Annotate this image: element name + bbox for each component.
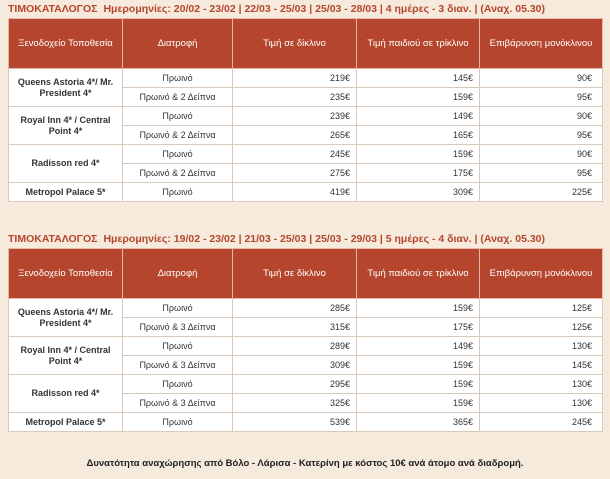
board-cell: Πρωινό & 2 Δείπνα: [123, 88, 233, 107]
price-table: [8, 248, 603, 432]
board-cell: Πρωινό & 2 Δείπνα: [123, 126, 233, 145]
hotel-name: Metropol Palace 5*: [9, 413, 123, 432]
table-header-row: [9, 249, 603, 299]
child-price: 159€: [357, 356, 480, 375]
hotel-name: Metropol Palace 5*: [9, 183, 123, 202]
double-price: 295€: [233, 375, 357, 394]
header-single: Επιβάρυνση μονόκλινου: [480, 19, 603, 69]
double-price: 235€: [233, 88, 357, 107]
child-price: 159€: [357, 88, 480, 107]
header-board: Διατροφή: [123, 19, 233, 69]
price-table: [8, 18, 603, 202]
single-supplement: 90€: [480, 145, 603, 164]
table-row: [9, 69, 603, 88]
child-price: 165€: [357, 126, 480, 145]
hotel-name: Radisson red 4*: [9, 375, 123, 413]
single-supplement: 95€: [480, 126, 603, 145]
child-price: 175€: [357, 164, 480, 183]
double-price: 239€: [233, 107, 357, 126]
child-price: 159€: [357, 145, 480, 164]
section-label: ΤΙΜΟΚΑΤΑΛΟΓΟΣ: [8, 3, 98, 15]
single-supplement: 125€: [480, 318, 603, 337]
child-price: 159€: [357, 299, 480, 318]
section-dates: Ημερομηνίες: 20/02 - 23/02 | 22/03 - 25/03 | 25/03 - 28/03 | 4 ημέρες - 3 διαν. | (Αναχ. 05.30): [103, 3, 546, 15]
single-supplement: 245€: [480, 413, 603, 432]
single-supplement: 125€: [480, 299, 603, 318]
header-board: Διατροφή: [123, 249, 233, 299]
single-supplement: 225€: [480, 183, 603, 202]
table-row: [9, 107, 603, 126]
header-hotel: Ξενοδοχείο Τοποθεσία: [9, 19, 123, 69]
board-cell: Πρωινό: [123, 69, 233, 88]
double-price: 285€: [233, 299, 357, 318]
section-label: ΤΙΜΟΚΑΤΑΛΟΓΟΣ: [8, 233, 98, 245]
single-supplement: 90€: [480, 107, 603, 126]
hotel-name: Royal Inn 4* / Central Point 4*: [9, 337, 123, 375]
board-cell: Πρωινό & 3 Δείπνα: [123, 394, 233, 413]
section-dates: Ημερομηνίες: 19/02 - 23/02 | 21/03 - 25/03 | 25/03 - 29/03 | 5 ημέρες - 4 διαν. | (Αναχ. 05.30): [103, 233, 546, 245]
double-price: 539€: [233, 413, 357, 432]
single-supplement: 130€: [480, 337, 603, 356]
board-cell: Πρωινό: [123, 375, 233, 394]
hotel-name: Queens Astoria 4*/ Mr. President 4*: [9, 299, 123, 337]
header-child: Τιμή παιδιού σε τρίκλινο: [357, 19, 480, 69]
table-row: [9, 375, 603, 394]
board-cell: Πρωινό & 3 Δείπνα: [123, 356, 233, 375]
child-price: 159€: [357, 375, 480, 394]
double-price: 219€: [233, 69, 357, 88]
single-supplement: 145€: [480, 356, 603, 375]
child-price: 159€: [357, 394, 480, 413]
single-supplement: 90€: [480, 69, 603, 88]
single-supplement: 95€: [480, 88, 603, 107]
header-double: Τιμή σε δίκλινο: [233, 249, 357, 299]
board-cell: Πρωινό: [123, 299, 233, 318]
hotel-name: Queens Astoria 4*/ Mr. President 4*: [9, 69, 123, 107]
single-supplement: 130€: [480, 394, 603, 413]
single-supplement: 95€: [480, 164, 603, 183]
table-row: [9, 337, 603, 356]
double-price: 289€: [233, 337, 357, 356]
double-price: 265€: [233, 126, 357, 145]
hotel-name: Royal Inn 4* / Central Point 4*: [9, 107, 123, 145]
departure-note: Δυνατότητα αναχώρησης από Βόλο - Λάρισα - Κατερίνη με κόστος 10€ ανά άτομο ανά διαδρομή.: [86, 458, 524, 469]
board-cell: Πρωινό: [123, 413, 233, 432]
board-cell: Πρωινό: [123, 145, 233, 164]
table-row: [9, 183, 603, 202]
price-section-4-days: [0, 0, 610, 202]
table-header-row: [9, 19, 603, 69]
double-price: 419€: [233, 183, 357, 202]
hotel-name: Radisson red 4*: [9, 145, 123, 183]
table-row: [9, 299, 603, 318]
child-price: 145€: [357, 69, 480, 88]
double-price: 275€: [233, 164, 357, 183]
child-price: 309€: [357, 183, 480, 202]
board-cell: Πρωινό: [123, 183, 233, 202]
header-double: Τιμή σε δίκλινο: [233, 19, 357, 69]
child-price: 149€: [357, 107, 480, 126]
child-price: 175€: [357, 318, 480, 337]
child-price: 365€: [357, 413, 480, 432]
price-section-5-days: [0, 230, 610, 432]
double-price: 309€: [233, 356, 357, 375]
section-heading: [0, 230, 610, 248]
header-hotel: Ξενοδοχείο Τοποθεσία: [9, 249, 123, 299]
double-price: 315€: [233, 318, 357, 337]
table-row: [9, 145, 603, 164]
header-single: Επιβάρυνση μονόκλινου: [480, 249, 603, 299]
double-price: 245€: [233, 145, 357, 164]
board-cell: Πρωινό & 3 Δείπνα: [123, 318, 233, 337]
board-cell: Πρωινό: [123, 107, 233, 126]
single-supplement: 130€: [480, 375, 603, 394]
table-row: [9, 413, 603, 432]
board-cell: Πρωινό: [123, 337, 233, 356]
child-price: 149€: [357, 337, 480, 356]
header-child: Τιμή παιδιού σε τρίκλινο: [357, 249, 480, 299]
double-price: 325€: [233, 394, 357, 413]
board-cell: Πρωινό & 2 Δείπνα: [123, 164, 233, 183]
section-heading: [0, 0, 610, 18]
